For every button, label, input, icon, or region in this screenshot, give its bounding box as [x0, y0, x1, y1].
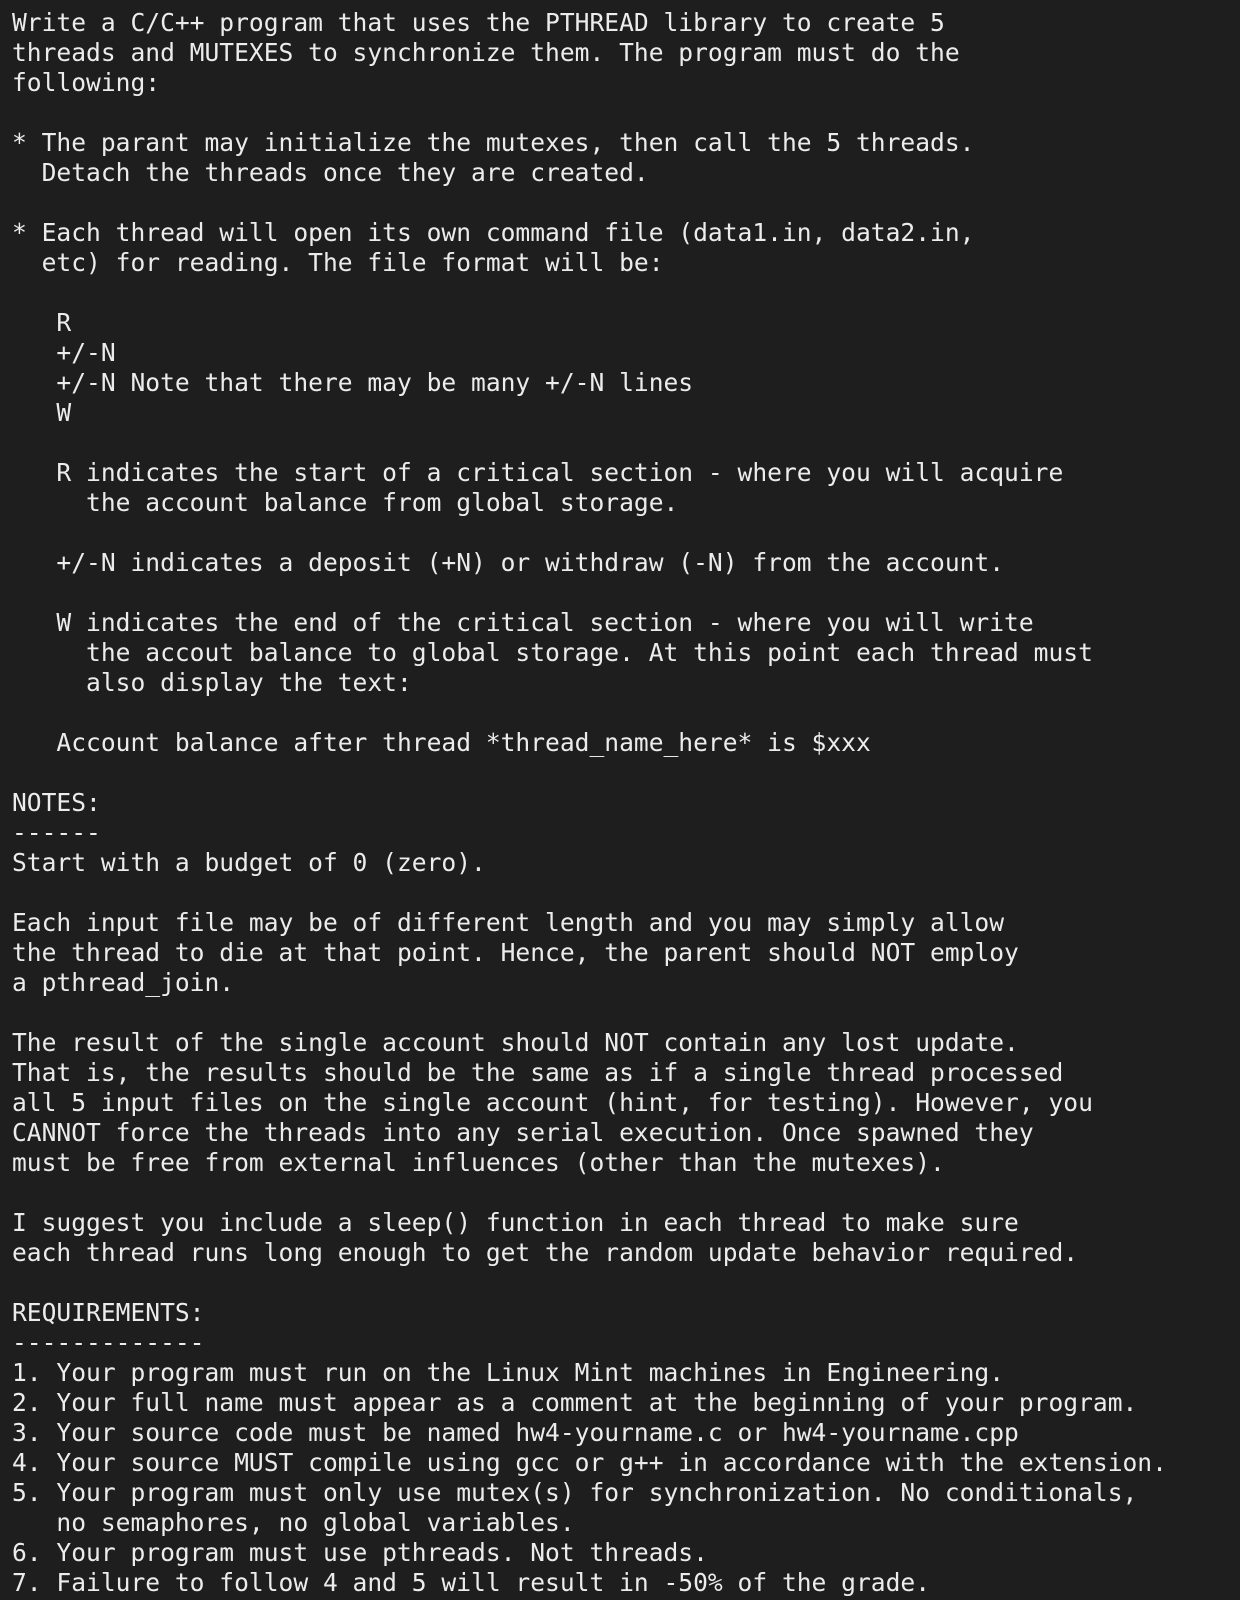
text-line: 6. Your program must use pthreads. Not threads. [12, 1538, 708, 1567]
text-line: threads and MUTEXES to synchronize them. The program must do the [12, 38, 960, 67]
text-line [12, 758, 1240, 788]
text-line [12, 698, 1240, 728]
text-line [12, 878, 1240, 908]
text-line: +/-N Note that there may be many +/-N lines [12, 368, 694, 397]
text-line: 5. Your program must only use mutex(s) for synchronization. No conditionals, [12, 1478, 1138, 1507]
text-line: etc) for reading. The file format will be: [12, 248, 664, 277]
text-line: +/-N [12, 338, 116, 367]
text-line [12, 428, 1240, 458]
text-line [12, 518, 1240, 548]
text-line [12, 1268, 1240, 1298]
text-line: no semaphores, no global variables. [12, 1508, 575, 1537]
text-line: Write a C/C++ program that uses the PTHREAD library to create 5 [12, 8, 945, 37]
text-line: the account balance from global storage. [12, 488, 679, 517]
text-line: all 5 input files on the single account (hint, for testing). However, you [12, 1088, 1093, 1117]
text-line: W [12, 398, 72, 427]
text-line: must be free from external influences (other than the mutexes). [12, 1148, 945, 1177]
text-line: * Each thread will open its own command file (data1.in, data2.in, [12, 218, 975, 247]
text-line: 7. Failure to follow 4 and 5 will result in -50% of the grade. [12, 1568, 931, 1597]
text-line: ------------- [12, 1328, 205, 1357]
text-line: R [12, 308, 72, 337]
text-line: REQUIREMENTS: [12, 1298, 205, 1327]
text-line: ------ [12, 818, 101, 847]
text-line: Account balance after thread *thread_name_here* is $xxx [12, 728, 871, 757]
text-line: 1. Your program must run on the Linux Mint machines in Engineering. [12, 1358, 1005, 1387]
text-line: The result of the single account should NOT contain any lost update. [12, 1028, 1019, 1057]
text-line: 4. Your source MUST compile using gcc or g++ in accordance with the extension. [12, 1448, 1167, 1477]
text-line: CANNOT force the threads into any serial execution. Once spawned they [12, 1118, 1034, 1147]
text-line: a pthread_join. [12, 968, 235, 997]
text-line: also display the text: [12, 668, 412, 697]
text-line: W indicates the end of the critical section - where you will write [12, 608, 1034, 637]
text-line [12, 1178, 1240, 1208]
text-line: 3. Your source code must be named hw4-yourname.c or hw4-yourname.cpp [12, 1418, 1019, 1447]
text-line: R indicates the start of a critical section - where you will acquire [12, 458, 1064, 487]
text-line: 2. Your full name must appear as a comment at the beginning of your program. [12, 1388, 1138, 1417]
text-line: Detach the threads once they are created. [12, 158, 649, 187]
text-line: That is, the results should be the same as if a single thread processed [12, 1058, 1064, 1087]
text-line: Start with a budget of 0 (zero). [12, 848, 486, 877]
text-line: the thread to die at that point. Hence, the parent should NOT employ [12, 938, 1019, 967]
text-line [12, 98, 1240, 128]
text-line [12, 188, 1240, 218]
text-line: each thread runs long enough to get the random update behavior required. [12, 1238, 1079, 1267]
text-line: Each input file may be of different length and you may simply allow [12, 908, 1005, 937]
text-line: * The parant may initialize the mutexes, then call the 5 threads. [12, 128, 975, 157]
text-line: I suggest you include a sleep() function in each thread to make sure [12, 1208, 1019, 1237]
text-line: NOTES: [12, 788, 101, 817]
text-line: following: [12, 68, 161, 97]
text-line: the accout balance to global storage. At this point each thread must [12, 638, 1093, 667]
text-line: +/-N indicates a deposit (+N) or withdraw (-N) from the account. [12, 548, 1005, 577]
text-line [12, 578, 1240, 608]
text-line [12, 278, 1240, 308]
text-lines [12, 8, 1240, 1598]
text-line [12, 998, 1240, 1028]
